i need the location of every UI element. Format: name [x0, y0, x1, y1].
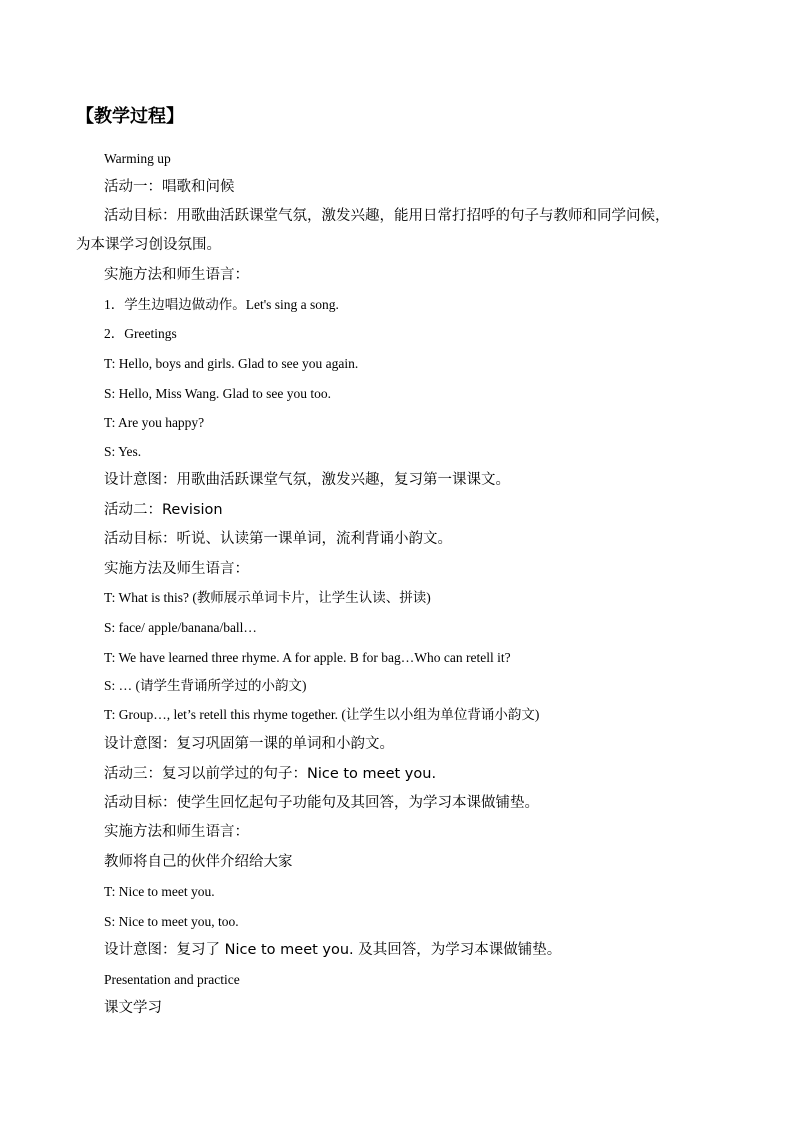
text-line: 活动一：唱歌和问候 — [104, 179, 235, 195]
text-line: 活动二：Revision — [104, 502, 223, 518]
text-line: 活动目标：使学生回忆起句子功能句及其回答，为学习本课做铺垫。 — [104, 795, 539, 811]
text-line: T: Hello, boys and girls. Glad to see you again. — [104, 356, 359, 371]
text-line: 2．Greetings — [104, 326, 177, 341]
text-line: T: Nice to meet you. — [104, 884, 215, 899]
text-line: 为本课学习创设氛围。 — [76, 237, 221, 253]
text-line: T: Are you happy? — [104, 415, 205, 430]
text-line: 实施方法及师生语言： — [104, 561, 249, 577]
text-line: 实施方法和师生语言： — [104, 267, 249, 283]
section-heading: 【教学过程】 — [76, 106, 184, 127]
text-line: 课文学习 — [104, 1000, 162, 1016]
text-line: T: Group…, let’s retell this rhyme together. (让学生以小组为单位背诵小韵文) — [104, 707, 540, 722]
text-line: T: We have learned three rhyme. A for apple. B for bag…Who can retell it? — [104, 650, 511, 665]
text-line: T: What is this? (教师展示单词卡片，让学生认读、拼读) — [104, 590, 431, 605]
text-line: 设计意图：复习巩固第一课的单词和小韵文。 — [104, 736, 394, 752]
text-line: 设计意图：用歌曲活跃课堂气氛，激发兴趣，复习第一课课文。 — [104, 472, 510, 488]
text-line: S: Nice to meet you, too. — [104, 914, 239, 929]
text-line: 活动三：复习以前学过的句子：Nice to meet you. — [104, 766, 437, 782]
text-line: 设计意图：复习了 Nice to meet you. 及其回答，为学习本课做铺垫。 — [104, 942, 562, 958]
text-line: S: Hello, Miss Wang. Glad to see you too. — [104, 386, 332, 401]
text-line: 教师将自己的伙伴介绍给大家 — [104, 854, 293, 870]
text-line: S: Yes. — [104, 444, 142, 459]
text-line: 1．学生边唱边做动作。Let's sing a song. — [104, 297, 339, 312]
text-line: 活动目标：用歌曲活跃课堂气氛，激发兴趣，能用日常打招呼的句子与教师和同学问候， — [104, 208, 670, 224]
text-line: S: … (请学生背诵所学过的小韵文) — [104, 678, 307, 693]
text-line: Presentation and practice — [104, 972, 240, 987]
text-line: Warming up — [104, 151, 171, 166]
text-line: 实施方法和师生语言： — [104, 824, 249, 840]
text-line: 活动目标：听说、认读第一课单词，流利背诵小韵文。 — [104, 531, 452, 547]
text-line: S: face/ apple/banana/ball… — [104, 620, 257, 635]
